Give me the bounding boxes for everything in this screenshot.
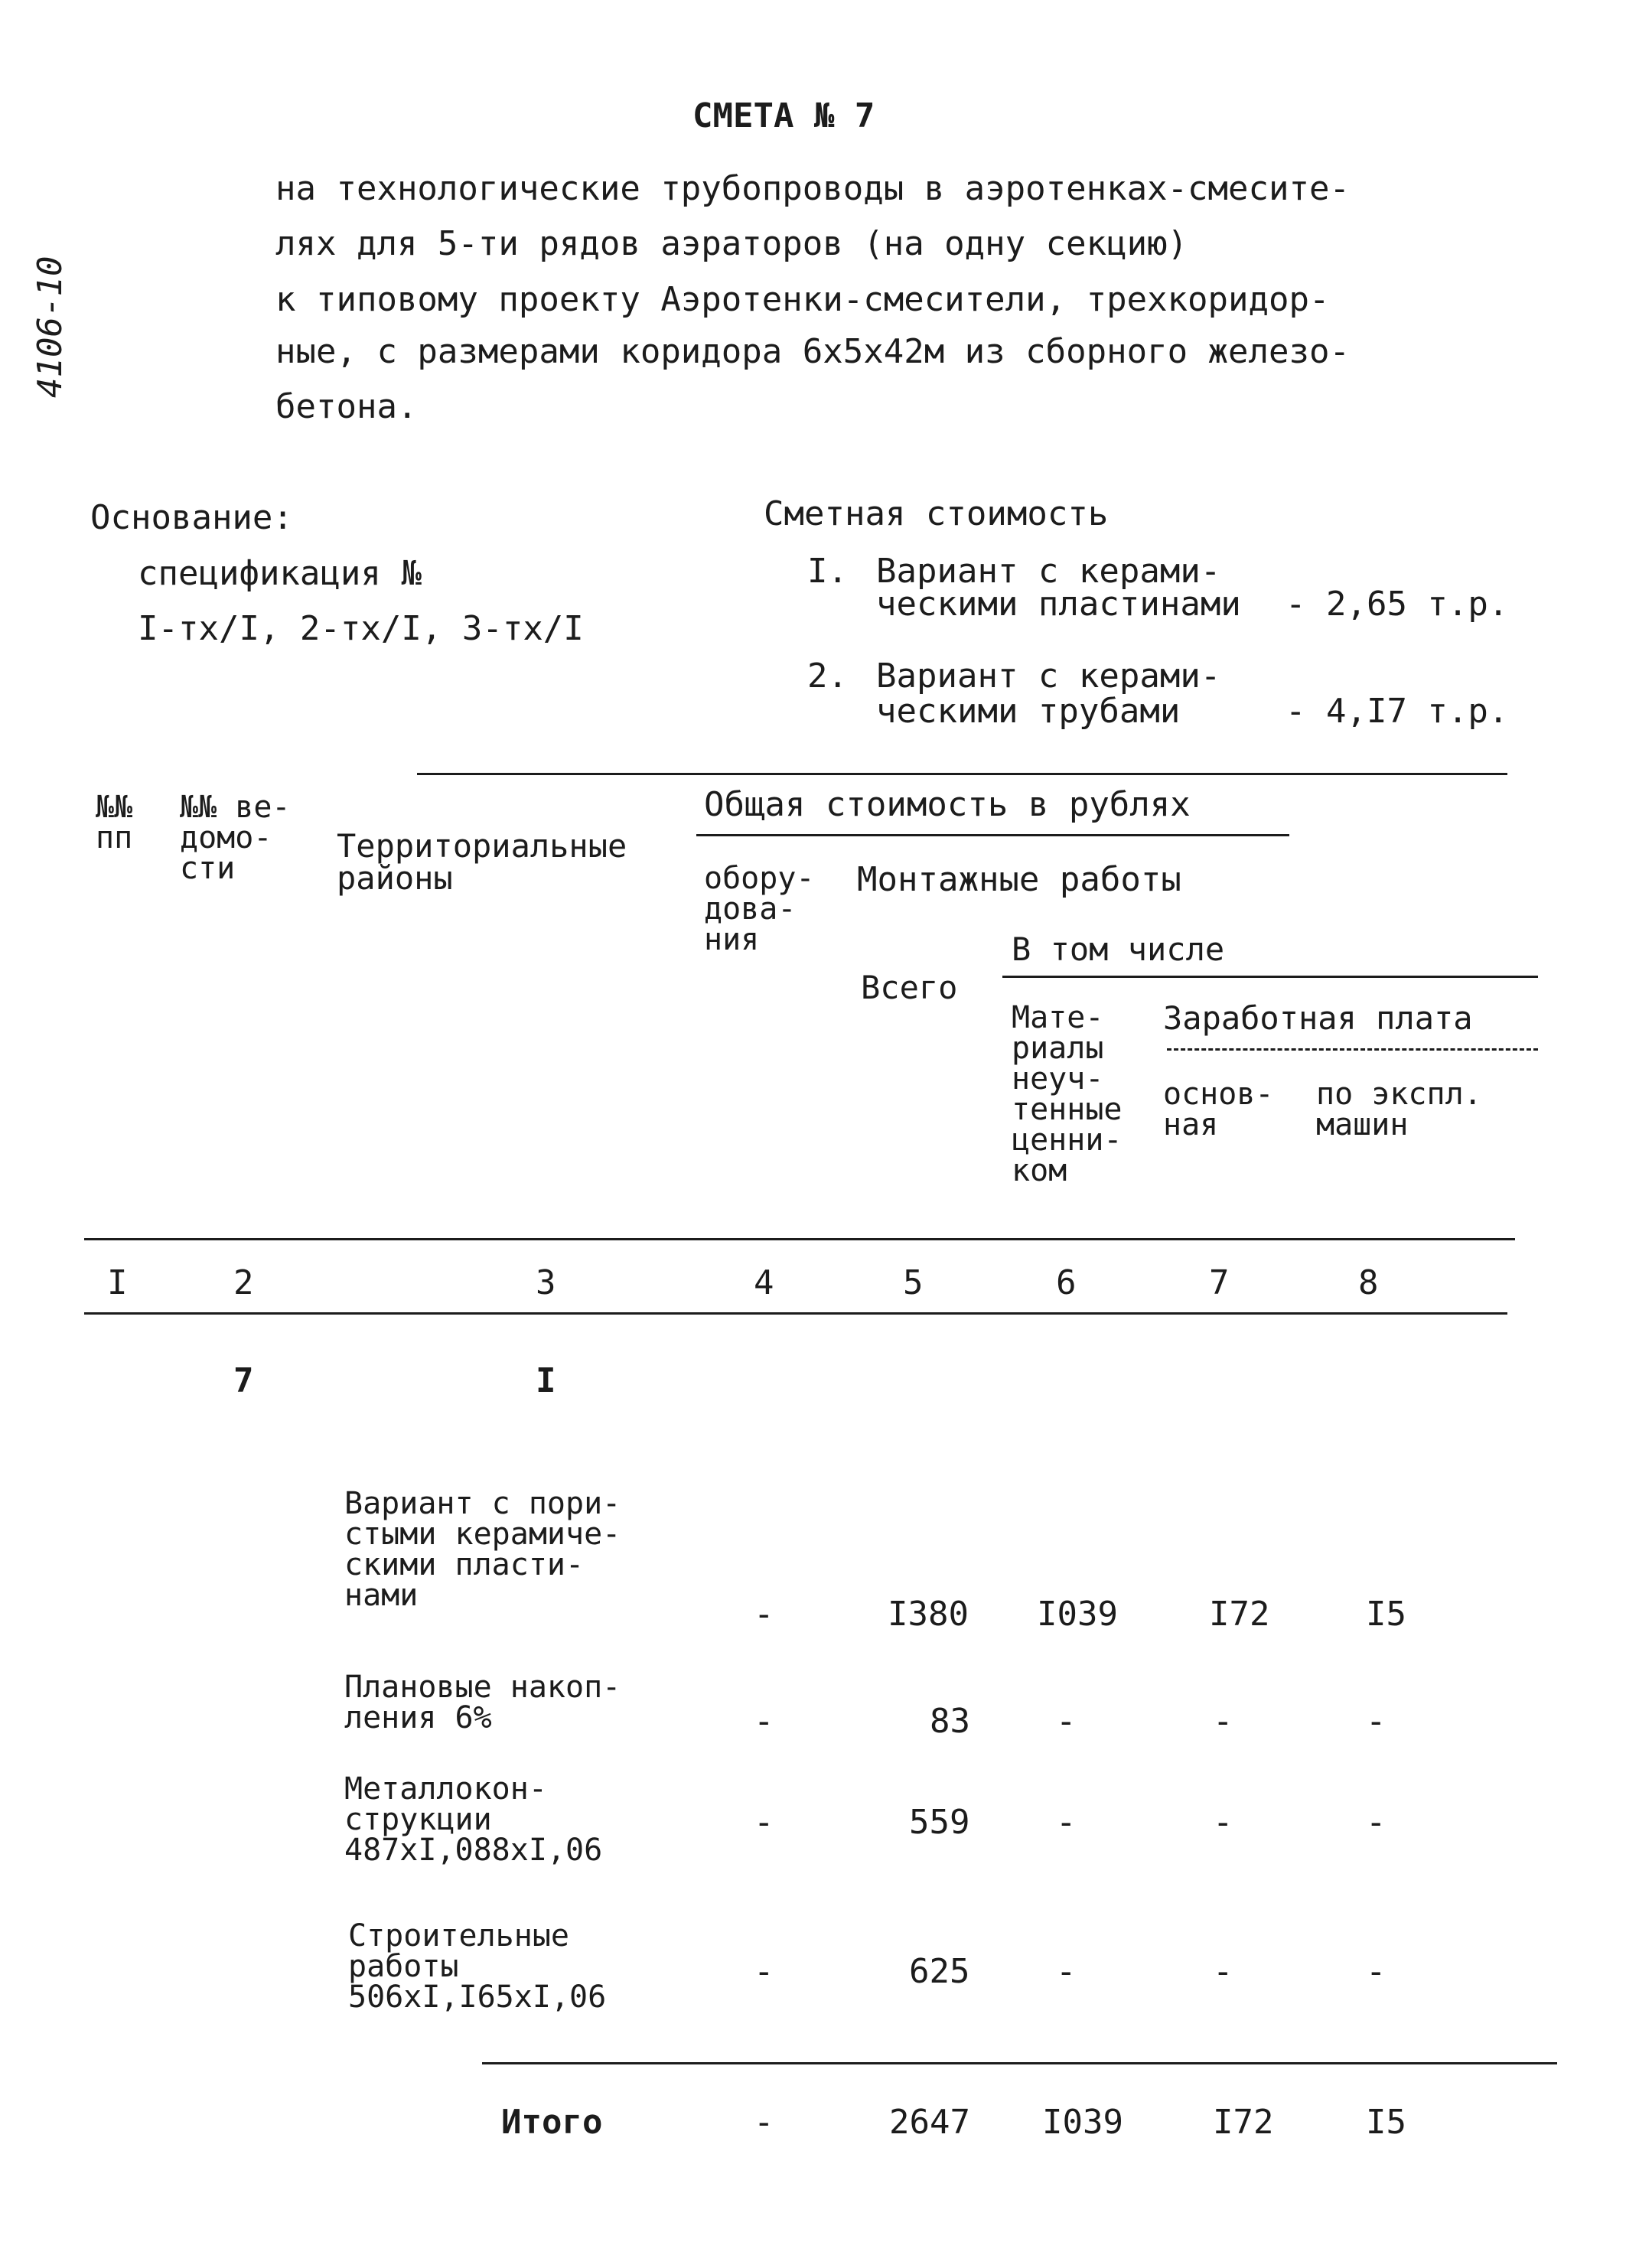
variant-2-value: - 4,I7 т.р. (1285, 692, 1509, 731)
col-number-7: 7 (1209, 1263, 1230, 1302)
header-total: Всего (861, 969, 958, 1006)
variant-2-line-1: Вариант с керами- (876, 657, 1221, 696)
row-2-col4: - (754, 1702, 774, 1741)
column-numbers-top-rule (84, 1238, 1515, 1240)
basis-label: Основание: (90, 498, 293, 537)
total-top-rule (482, 2062, 1557, 2064)
row-1-name: Вариант с пори- стыми керамиче- скими пласти- нами (344, 1486, 621, 1613)
variant-1-line-2: ческими пластинами (876, 585, 1241, 624)
basis-spec: спецификация № (138, 554, 422, 593)
variant-2-number: 2. (807, 657, 848, 696)
col-number-8: 8 (1358, 1263, 1379, 1302)
header-salary: Заработная плата (1163, 999, 1473, 1037)
subtitle-line-1: на технологические трубопроводы в аэротенках-смесите- (275, 169, 1350, 208)
total-cost-underline (696, 834, 1289, 836)
subtitle-line-4: ные, с размерами коридора 6х5х42м из сборного железо- (275, 332, 1350, 371)
variant-2-line-2: ческими трубами (876, 692, 1181, 731)
section-territory-number: I (536, 1361, 556, 1400)
cost-label: Сметная стоимость (764, 494, 1109, 533)
row-1-col4: - (754, 1595, 774, 1634)
row-4-col5: 625 (909, 1952, 970, 1991)
variant-1-number: I. (807, 552, 848, 591)
row-1-col8: I5 (1366, 1595, 1406, 1634)
total-col4: - (754, 2103, 774, 2142)
salary-underline (1167, 1048, 1538, 1051)
document-title: СМЕТА № 7 (692, 96, 875, 135)
header-including: В том числе (1012, 930, 1225, 968)
total-col8: I5 (1366, 2103, 1406, 2142)
row-3-col8: - (1366, 1803, 1386, 1842)
header-total-cost: Общая стоимость в рублях (704, 785, 1191, 824)
col-number-6: 6 (1056, 1263, 1077, 1302)
row-3-col4: - (754, 1803, 774, 1842)
row-3-col5: 559 (909, 1803, 970, 1842)
row-3-col6: - (1056, 1803, 1077, 1842)
variant-1-line-1: Вариант с керами- (876, 552, 1221, 591)
total-col6: I039 (1042, 2103, 1123, 2142)
header-materials: Мате- риалы неуч- тенные ценни- ком (1012, 1000, 1123, 1188)
row-4-name: Строительные работы 506хI,I65хI,06 (348, 1918, 607, 2015)
col-number-3: 3 (536, 1263, 556, 1302)
row-3-name: Металлокон- струкции 487хI,088хI,06 (344, 1771, 603, 1868)
header-mounting: Монтажные работы (857, 860, 1181, 899)
col-number-4: 4 (754, 1263, 774, 1302)
total-label: Итого (501, 2103, 603, 2142)
header-equipment: обору- дова- ния (704, 861, 815, 957)
header-salary-machines: по экспл. машин (1316, 1077, 1482, 1142)
subtitle-line-5: бетона. (275, 387, 418, 426)
basis-spec-numbers: I-тх/I, 2-тх/I, 3-тх/I (138, 609, 584, 648)
subtitle-line-3: к типовому проекту Аэротенки-смесители, трехкоридор- (275, 280, 1330, 319)
header-territory: Территориальные районы (337, 827, 627, 897)
row-4-col8: - (1366, 1952, 1386, 1991)
row-2-col7: - (1213, 1702, 1233, 1741)
row-2-col6: - (1056, 1702, 1077, 1741)
row-4-col4: - (754, 1952, 774, 1991)
row-4-col6: - (1056, 1952, 1077, 1991)
row-1-col6: I039 (1037, 1595, 1118, 1634)
col-number-2: 2 (233, 1263, 254, 1302)
incl-underline (1002, 976, 1538, 978)
subtitle-line-2: лях для 5-ти рядов аэраторов (на одну секцию) (275, 224, 1188, 263)
header-top-rule (417, 773, 1507, 775)
row-2-name: Плановые накоп- ления 6% (344, 1670, 621, 1735)
row-1-col5: I380 (888, 1595, 969, 1634)
row-1-col7: I72 (1209, 1595, 1270, 1634)
header-ved: №№ ве- домо- сти (180, 790, 291, 886)
header-pp: №№ пп (96, 790, 133, 855)
section-ved-number: 7 (233, 1361, 254, 1400)
column-numbers-bottom-rule (84, 1312, 1507, 1315)
row-2-col5: 83 (930, 1702, 970, 1741)
margin-mark: 4106-10 (31, 256, 70, 398)
row-4-col7: - (1213, 1952, 1233, 1991)
variant-1-value: - 2,65 т.р. (1285, 585, 1509, 624)
header-salary-basic: основ- ная (1163, 1077, 1274, 1142)
col-number-1: I (107, 1263, 128, 1302)
col-number-5: 5 (903, 1263, 924, 1302)
total-col7: I72 (1213, 2103, 1274, 2142)
row-2-col8: - (1366, 1702, 1386, 1741)
total-col5: 2647 (889, 2103, 970, 2142)
row-3-col7: - (1213, 1803, 1233, 1842)
